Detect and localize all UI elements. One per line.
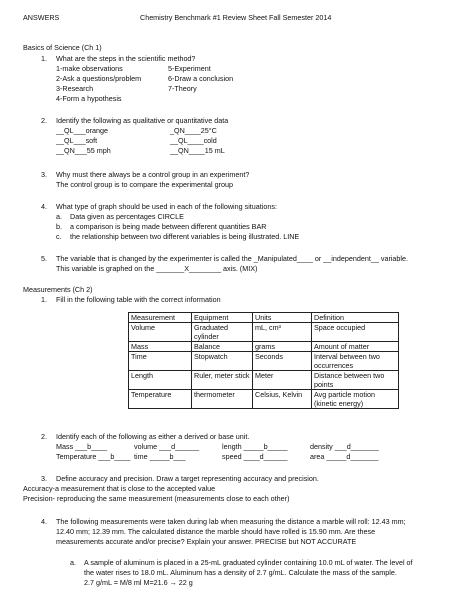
q5-line: The variable that is changed by the experimenter is called the _Manipulated____ or __independent__ variable. — [56, 254, 409, 263]
m-q4-number: 4. — [41, 517, 47, 526]
header-answers: ANSWERS — [23, 13, 60, 22]
step: 4-Form a hypothesis — [56, 94, 122, 103]
step: 5-Experiment — [168, 64, 211, 73]
list-letter: a. — [56, 212, 62, 221]
q2-text: Identify the following as qualitative or quantitative data — [56, 116, 229, 125]
answer-item: __QL____cold — [170, 136, 217, 145]
table-cell: thermometer — [192, 390, 253, 409]
table-cell: Space occupied — [312, 323, 399, 342]
m-q4-line: measurements accurate and/or precise? Explain your answer. PRECISE but NOT ACCURATE — [56, 537, 357, 546]
q1-number: 1. — [41, 54, 47, 63]
table-cell: Ruler, meter stick — [192, 371, 253, 390]
answer-item: __QL___orange — [56, 126, 108, 135]
table-cell: Length — [129, 371, 192, 390]
answer-item: __QL___soft — [56, 136, 98, 145]
unit-answer: speed ____d______ — [222, 452, 288, 461]
table-cell: Celsius, Kelvin — [253, 390, 312, 409]
table-cell: mL, cm³ — [253, 323, 312, 342]
m-q2-number: 2. — [41, 432, 47, 441]
table-header-row — [129, 313, 399, 323]
m-q4-line: The following measurements were taken during lab when measuring the distance a marble will roll: 12.43 mm; — [56, 517, 406, 526]
table-cell: Avg particle motion (kinetic energy) — [312, 390, 399, 409]
table-cell: Mass — [129, 342, 192, 352]
q1-text: What are the steps in the scientific method? — [56, 54, 196, 63]
accuracy-definition: Accuracy-a measurement that is close to the accepted value — [23, 484, 216, 493]
step: 1-make observations — [56, 64, 123, 73]
m-q4a-line: A sample of aluminum is placed in a 25-mL graduated cylinder containing 10.0 mL of water. The level of — [84, 558, 413, 567]
table-cell: Balance — [192, 342, 253, 352]
precision-definition: Precision- reproducing the same measurement (measurements close to each other) — [23, 494, 290, 503]
q3-answer: The control group is to compare the experimental group — [56, 180, 233, 189]
m-q2-text: Identify each of the following as either a derived or base unit. — [56, 432, 250, 441]
step: 6-Draw a conclusion — [168, 74, 234, 83]
table-row — [129, 371, 399, 390]
table-header: Definition — [312, 313, 399, 323]
m-q3-number: 3. — [41, 474, 47, 483]
table-header: Equipment — [192, 313, 253, 323]
m-q4a-line: the water rises to 18.0 mL. Aluminum has a density of 2.7 g/mL. Calculate the mass of the sample. — [84, 568, 397, 577]
table-cell: Temperature — [129, 390, 192, 409]
section-heading-basics: Basics of Science (Ch 1) — [23, 43, 102, 52]
list-letter: c. — [56, 232, 62, 241]
table-header: Measurement — [129, 313, 192, 323]
measurement-table — [128, 312, 399, 409]
list-letter: b. — [56, 222, 62, 231]
m-q1-number: 1. — [41, 295, 47, 304]
unit-answer: density ___d_______ — [310, 442, 379, 451]
step: 2-Ask a questions/problem — [56, 74, 142, 83]
table-header: Units — [253, 313, 312, 323]
q5-number: 5. — [41, 254, 47, 263]
q5-line: This variable is graphed on the _______X________ axis. (MIX) — [56, 264, 258, 273]
table-cell: Volume — [129, 323, 192, 342]
q4-text: What type of graph should be used in each of the following situations: — [56, 202, 277, 211]
table-cell: Meter — [253, 371, 312, 390]
q3-number: 3. — [41, 170, 47, 179]
section-heading-measurements: Measurements (Ch 2) — [23, 285, 93, 294]
table-cell: Distance between two points — [312, 371, 399, 390]
unit-answer: volume ___d______ — [134, 442, 200, 451]
unit-answer: time _____b___ — [134, 452, 186, 461]
step: 3-Research — [56, 84, 94, 93]
answer-item: _QN____25°C — [170, 126, 217, 135]
table-cell: Amount of matter — [312, 342, 399, 352]
table-cell: grams — [253, 342, 312, 352]
unit-answer: area _____d_______ — [310, 452, 379, 461]
list-item: a comparison is being made between different quantities BAR — [70, 222, 267, 231]
table-row — [129, 390, 399, 409]
m-q3-text: Define accuracy and precision. Draw a target representing accuracy and precision. — [56, 474, 319, 483]
m-q4a-letter: a. — [70, 558, 76, 567]
q4-number: 4. — [41, 202, 47, 211]
list-item: Data given as percentages CIRCLE — [70, 212, 184, 221]
q3-text: Why must there always be a control group in an experiment? — [56, 170, 250, 179]
unit-answer: length _____b_____ — [222, 442, 288, 451]
table-cell: Seconds — [253, 352, 312, 371]
m-q4a-work: 2.7 g/mL = M/8 ml M=21.6 → 22 g — [84, 578, 193, 587]
m-q4-line: 12.40 mm; 12.39 mm. The calculated distance the marble should have rolled is 15.90 mm. Are these — [56, 527, 376, 536]
m-q1-text: Fill in the following table with the correct information — [56, 295, 221, 304]
table-cell: Interval between two occurrences — [312, 352, 399, 371]
unit-answer: Mass ___b____ — [56, 442, 108, 451]
table-row — [129, 352, 399, 371]
answer-item: __QN____15 mL — [170, 146, 225, 155]
q2-number: 2. — [41, 116, 47, 125]
unit-answer: Temperature ___b____ — [56, 452, 131, 461]
table-row — [129, 323, 399, 342]
list-item: the relationship between two different variables is being illustrated. LINE — [70, 232, 300, 241]
step: 7-Theory — [168, 84, 197, 93]
table-cell: Time — [129, 352, 192, 371]
page-title: Chemistry Benchmark #1 Review Sheet Fall Semester 2014 — [140, 13, 332, 22]
table-cell: Stopwatch — [192, 352, 253, 371]
answer-item: __QN___55 mph — [56, 146, 111, 155]
table-cell: Graduated cylinder — [192, 323, 253, 342]
table-row — [129, 342, 399, 352]
